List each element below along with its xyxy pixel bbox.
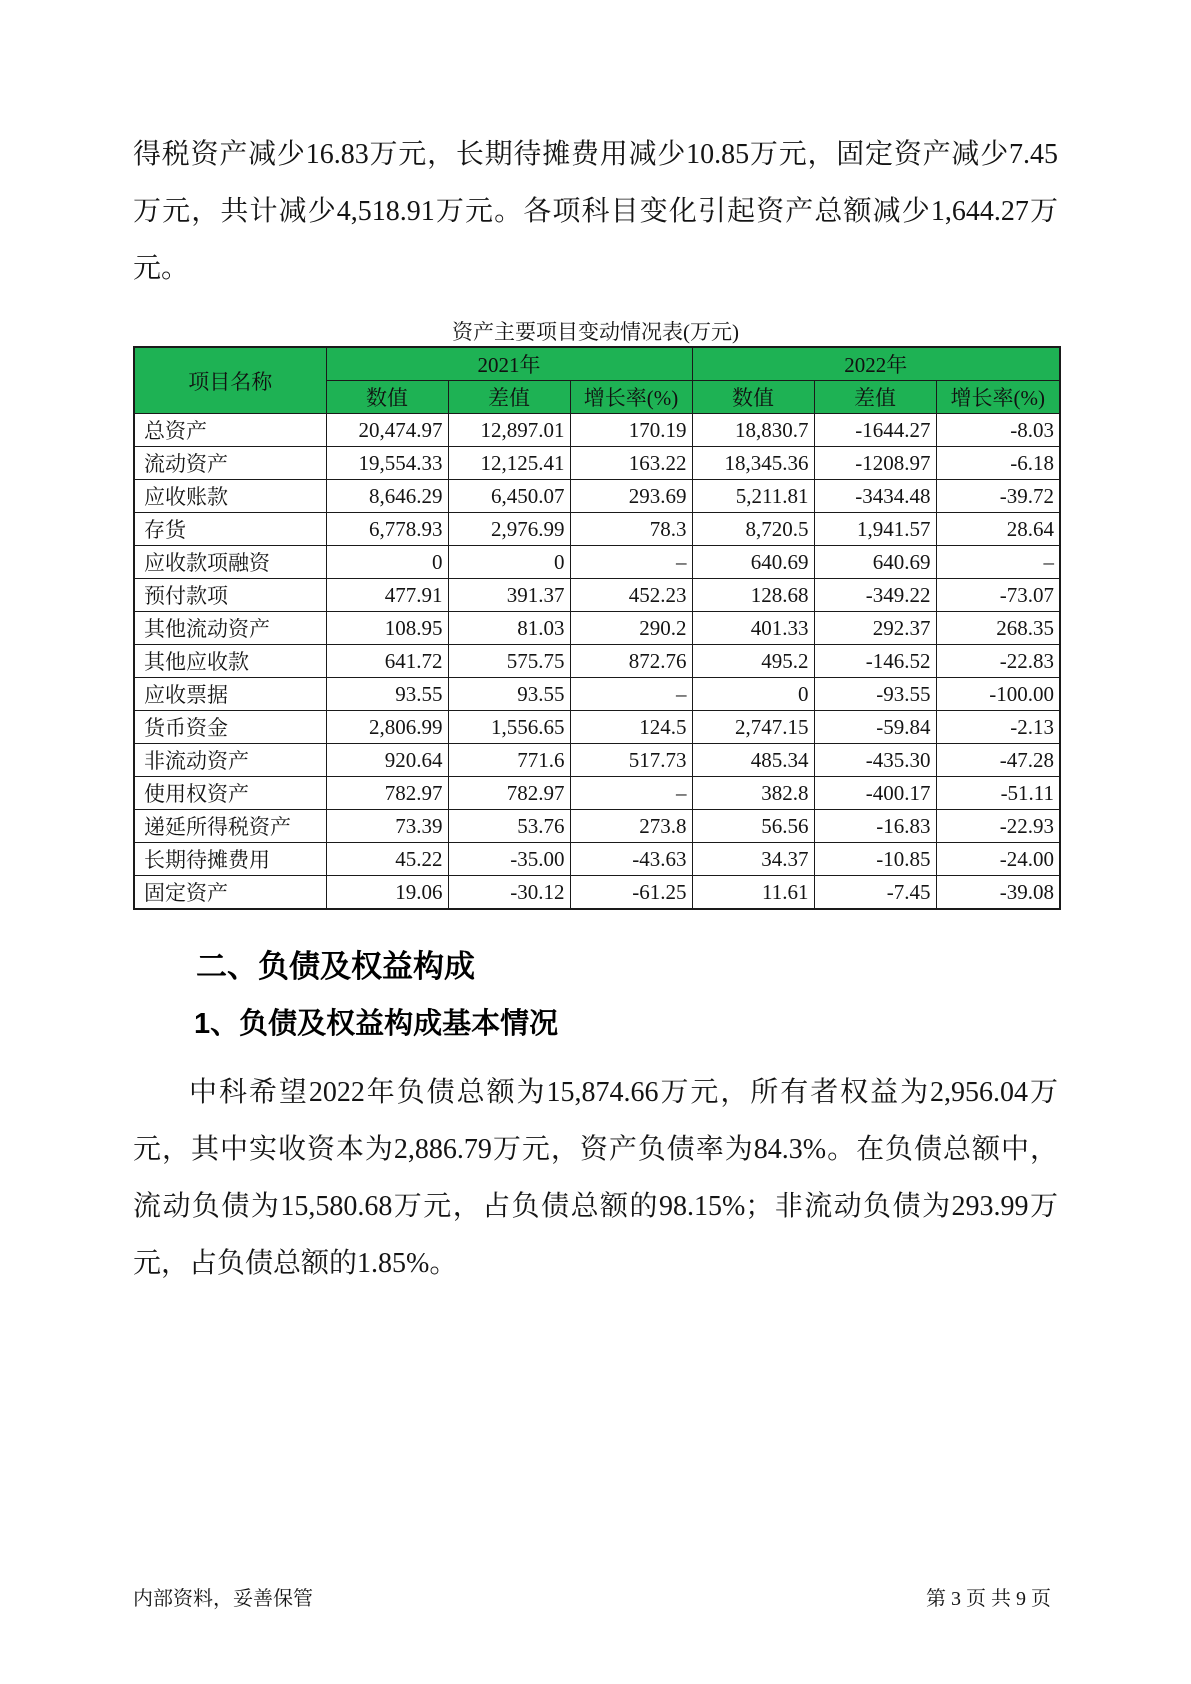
row-value-cell: -30.12	[448, 876, 570, 910]
row-value-cell: 19.06	[326, 876, 448, 910]
row-value-cell: 81.03	[448, 612, 570, 645]
row-value-cell: -10.85	[814, 843, 936, 876]
row-value-cell: 782.97	[448, 777, 570, 810]
row-item-name: 应收款项融资	[134, 546, 326, 579]
row-value-cell: -39.72	[936, 480, 1060, 513]
row-value-cell: -146.52	[814, 645, 936, 678]
table-title: 资产主要项目变动情况表(万元)	[452, 320, 739, 344]
table-row	[134, 513, 1060, 546]
table-row	[134, 645, 1060, 678]
row-value-cell: 0	[692, 678, 814, 711]
row-value-cell: 93.55	[448, 678, 570, 711]
row-value-cell: -22.83	[936, 645, 1060, 678]
row-value-cell: -1644.27	[814, 414, 936, 447]
row-value-cell: 872.76	[570, 645, 692, 678]
row-value-cell: 28.64	[936, 513, 1060, 546]
row-value-cell: 401.33	[692, 612, 814, 645]
row-value-cell: -7.45	[814, 876, 936, 910]
row-item-name: 固定资产	[134, 876, 326, 910]
row-value-cell: -59.84	[814, 711, 936, 744]
row-value-cell: 11.61	[692, 876, 814, 910]
row-value-cell: –	[570, 546, 692, 579]
page-footer	[133, 1582, 1051, 1611]
col-group-2022: 2022年	[692, 347, 1060, 381]
row-item-name: 应收账款	[134, 480, 326, 513]
table-row	[134, 612, 1060, 645]
row-value-cell: -8.03	[936, 414, 1060, 447]
row-value-cell: -435.30	[814, 744, 936, 777]
row-value-cell: 124.5	[570, 711, 692, 744]
row-value-cell: 1,941.57	[814, 513, 936, 546]
row-value-cell: 5,211.81	[692, 480, 814, 513]
row-value-cell: 640.69	[692, 546, 814, 579]
row-item-name: 存货	[134, 513, 326, 546]
row-item-name: 使用权资产	[134, 777, 326, 810]
row-value-cell: 78.3	[570, 513, 692, 546]
row-value-cell: 45.22	[326, 843, 448, 876]
row-value-cell: 2,806.99	[326, 711, 448, 744]
row-value-cell: 128.68	[692, 579, 814, 612]
row-value-cell: 34.37	[692, 843, 814, 876]
row-value-cell: 6,778.93	[326, 513, 448, 546]
row-value-cell: -61.25	[570, 876, 692, 910]
row-value-cell: 0	[448, 546, 570, 579]
col-header-value-2021: 数值	[326, 381, 448, 414]
row-value-cell: 12,897.01	[448, 414, 570, 447]
table-row	[134, 414, 1060, 447]
subsection-heading-basic-situation: 1、负债及权益构成基本情况	[194, 1008, 559, 1040]
table-row	[134, 546, 1060, 579]
row-value-cell: 782.97	[326, 777, 448, 810]
row-value-cell: 1,556.65	[448, 711, 570, 744]
row-value-cell: 293.69	[570, 480, 692, 513]
row-value-cell: 12,125.41	[448, 447, 570, 480]
row-value-cell: 391.37	[448, 579, 570, 612]
row-item-name: 货币资金	[134, 711, 326, 744]
table-row	[134, 777, 1060, 810]
row-value-cell: 170.19	[570, 414, 692, 447]
row-value-cell: 73.39	[326, 810, 448, 843]
table-row	[134, 843, 1060, 876]
col-header-diff-2022: 差值	[814, 381, 936, 414]
row-value-cell: –	[570, 777, 692, 810]
row-item-name: 其他应收款	[134, 645, 326, 678]
row-value-cell: 273.8	[570, 810, 692, 843]
row-value-cell: 641.72	[326, 645, 448, 678]
asset-change-table	[133, 346, 1061, 910]
row-value-cell: 640.69	[814, 546, 936, 579]
row-value-cell: 19,554.33	[326, 447, 448, 480]
table-row	[134, 711, 1060, 744]
table-row	[134, 579, 1060, 612]
table-row	[134, 678, 1060, 711]
col-group-2021: 2021年	[326, 347, 692, 381]
row-value-cell: 575.75	[448, 645, 570, 678]
row-value-cell: -16.83	[814, 810, 936, 843]
row-value-cell: -51.11	[936, 777, 1060, 810]
row-value-cell: 477.91	[326, 579, 448, 612]
row-value-cell: 382.8	[692, 777, 814, 810]
row-value-cell: -39.08	[936, 876, 1060, 910]
row-value-cell: 20,474.97	[326, 414, 448, 447]
row-item-name: 总资产	[134, 414, 326, 447]
row-value-cell: 18,830.7	[692, 414, 814, 447]
row-value-cell: 517.73	[570, 744, 692, 777]
row-item-name: 长期待摊费用	[134, 843, 326, 876]
row-value-cell: –	[570, 678, 692, 711]
col-header-value-2022: 数值	[692, 381, 814, 414]
table-row	[134, 447, 1060, 480]
row-value-cell: 452.23	[570, 579, 692, 612]
asset-table-body	[134, 414, 1060, 910]
col-header-growth-2021: 增长率(%)	[570, 381, 692, 414]
row-value-cell: -2.13	[936, 711, 1060, 744]
row-value-cell: 268.35	[936, 612, 1060, 645]
row-item-name: 流动资产	[134, 447, 326, 480]
table-row	[134, 480, 1060, 513]
row-item-name: 其他流动资产	[134, 612, 326, 645]
row-value-cell: 2,747.15	[692, 711, 814, 744]
row-value-cell: -73.07	[936, 579, 1060, 612]
table-row	[134, 744, 1060, 777]
row-value-cell: -100.00	[936, 678, 1060, 711]
liabilities-paragraph: 中科希望2022年负债总额为15,874.66万元，所有者权益为2,956.04万元，其中实收资本为2,886.79万元，资产负债率为84.3%。在负债总额中，流动负债为15,580.68万元，占负债总额的98.15%；非流动负债为293.99万元，占负债总额的1.85%。	[133, 1077, 1058, 1279]
row-value-cell: 53.76	[448, 810, 570, 843]
footer-page-number: 第 3 页 共 9 页	[926, 1588, 1051, 1610]
row-item-name: 非流动资产	[134, 744, 326, 777]
row-value-cell: -3434.48	[814, 480, 936, 513]
row-item-name: 预付款项	[134, 579, 326, 612]
row-value-cell: 18,345.36	[692, 447, 814, 480]
row-item-name: 应收票据	[134, 678, 326, 711]
row-value-cell: 485.34	[692, 744, 814, 777]
section-heading-liabilities: 二、负债及权益构成	[196, 949, 475, 984]
row-value-cell: -24.00	[936, 843, 1060, 876]
row-value-cell: 108.95	[326, 612, 448, 645]
row-value-cell: 495.2	[692, 645, 814, 678]
row-value-cell: -400.17	[814, 777, 936, 810]
row-value-cell: -35.00	[448, 843, 570, 876]
row-value-cell: 8,646.29	[326, 480, 448, 513]
table-row	[134, 810, 1060, 843]
col-header-growth-2022: 增长率(%)	[936, 381, 1060, 414]
row-value-cell: -43.63	[570, 843, 692, 876]
intro-paragraph: 得税资产减少16.83万元，长期待摊费用减少10.85万元，固定资产减少7.45万元，共计减少4,518.91万元。各项科目变化引起资产总额减少1,644.27万元。	[133, 139, 1058, 284]
row-value-cell: 6,450.07	[448, 480, 570, 513]
row-value-cell: 163.22	[570, 447, 692, 480]
col-header-item-name: 项目名称	[134, 347, 326, 414]
row-value-cell: 56.56	[692, 810, 814, 843]
row-value-cell: 920.64	[326, 744, 448, 777]
row-value-cell: -22.93	[936, 810, 1060, 843]
row-value-cell: -1208.97	[814, 447, 936, 480]
row-value-cell: -349.22	[814, 579, 936, 612]
row-value-cell: –	[936, 546, 1060, 579]
row-value-cell: 771.6	[448, 744, 570, 777]
row-value-cell: -47.28	[936, 744, 1060, 777]
row-value-cell: 0	[326, 546, 448, 579]
row-value-cell: 290.2	[570, 612, 692, 645]
row-value-cell: 2,976.99	[448, 513, 570, 546]
row-value-cell: 8,720.5	[692, 513, 814, 546]
row-item-name: 递延所得税资产	[134, 810, 326, 843]
row-value-cell: 93.55	[326, 678, 448, 711]
row-value-cell: 292.37	[814, 612, 936, 645]
row-value-cell: -6.18	[936, 447, 1060, 480]
col-header-diff-2021: 差值	[448, 381, 570, 414]
footer-confidential-note: 内部资料，妥善保管	[133, 1588, 313, 1610]
table-row	[134, 876, 1060, 910]
row-value-cell: -93.55	[814, 678, 936, 711]
